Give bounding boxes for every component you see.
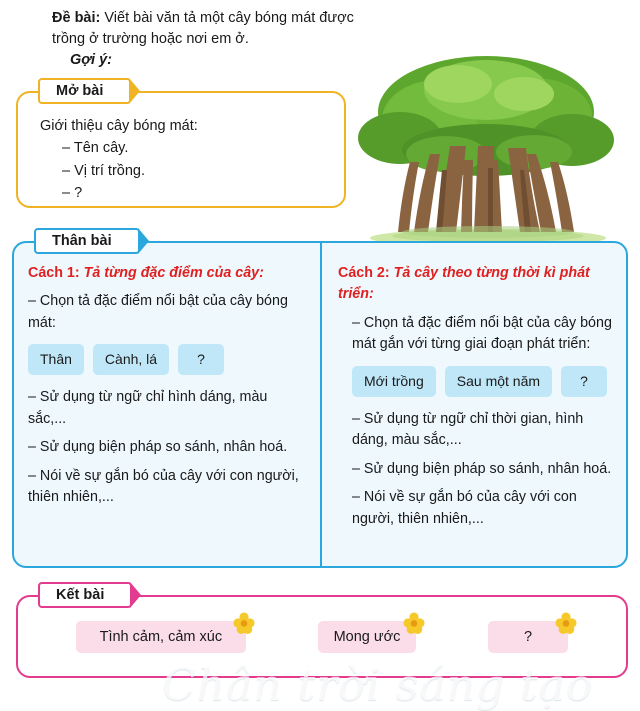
cach-2-bullet: – Nói về sự gắn bó của cây với con người, thiên nhiên,... — [352, 489, 577, 527]
banyan-tree-icon — [338, 50, 630, 250]
than-bai-tab: Thân bài — [34, 228, 140, 254]
section-ket-bai — [16, 582, 628, 678]
chip-canh-la[interactable]: Cành, lá — [93, 344, 169, 375]
cach-1-chip-row — [28, 344, 306, 375]
cach-1-text: Tả từng đặc điểm của cây: — [79, 265, 264, 281]
chip-question[interactable] — [488, 621, 568, 653]
than-bai-columns — [12, 241, 628, 568]
ket-bai-tab: Kết bài — [38, 582, 132, 608]
flower-icon — [555, 612, 577, 634]
chip-sau-mot-nam[interactable]: Sau một năm — [445, 366, 552, 397]
cach-2-bullet: – Sử dụng biện pháp so sánh, nhân hoá. — [352, 460, 612, 477]
mo-bai-line: – Tên cây. — [62, 140, 129, 157]
assignment-text: Viết bài văn tả một cây bóng mát được trồng ở trường hoặc nơi em ở. — [52, 10, 354, 47]
cach-1-bullet: – Sử dụng biện pháp so sánh, nhân hoá. — [28, 439, 288, 456]
tree-illustration — [338, 50, 630, 250]
hint-label: Gợi ý: — [70, 52, 112, 68]
than-bai-column-2 — [320, 241, 628, 568]
cach-1-number: Cách 1: — [28, 265, 80, 281]
cach-2-bullet: – Sử dụng từ ngữ chỉ thời gian, hình dáng, màu sắc,... — [352, 410, 584, 449]
cach-2-text: Tả cây theo từng thời kì phát triển: — [338, 265, 590, 303]
chip-tinh-cam-label: Tình cảm, cảm xúc — [99, 628, 223, 645]
mo-bai-content — [18, 93, 344, 205]
section-mo-bai — [16, 78, 346, 208]
flower-icon — [233, 612, 255, 634]
chip-question[interactable]: ? — [178, 344, 224, 375]
chip-mong-uoc-label: Mong ước — [333, 628, 401, 645]
cach-1-line-1: – Chọn tả đặc điểm nổi bật của cây bóng mát: — [28, 293, 288, 331]
publisher-watermark: Chân trời sáng tạo — [162, 660, 594, 711]
cach-2-heading — [338, 263, 614, 306]
mo-bai-line: Giới thiệu cây bóng mát: — [40, 118, 198, 134]
assignment-label: Đề bài: — [52, 10, 101, 26]
cach-1-bullet: – Nói về sự gắn bó của cây với con người, thiên nhiên,... — [28, 467, 299, 506]
mo-bai-body — [16, 91, 346, 208]
mo-bai-line: – ? — [62, 185, 83, 202]
chip-moi-trong[interactable]: Mới trồng — [352, 366, 436, 397]
cach-2-line-1: – Chọn tả đặc điểm nổi bật của cây bóng mát gắn với từng giai đoạn phát triển: — [352, 314, 612, 353]
cach-1-heading — [28, 263, 306, 284]
chip-than[interactable]: Thân — [28, 344, 84, 375]
chip-mong-uoc[interactable] — [318, 621, 417, 653]
chip-question[interactable]: ? — [561, 366, 607, 397]
cach-1-bullet: – Sử dụng từ ngữ chỉ hình dáng, màu sắc,... — [28, 389, 268, 427]
cach-2-number: Cách 2: — [338, 265, 390, 281]
than-bai-column-1 — [12, 241, 320, 568]
chip-tinh-cam[interactable] — [76, 621, 246, 653]
chip-question-label: ? — [524, 628, 533, 645]
assignment-prompt — [52, 8, 382, 49]
mo-bai-tab: Mở bài — [38, 78, 131, 104]
cach-2-chip-row — [338, 366, 614, 397]
mo-bai-line: – Vị trí trồng. — [62, 162, 146, 179]
flower-icon — [403, 612, 425, 634]
